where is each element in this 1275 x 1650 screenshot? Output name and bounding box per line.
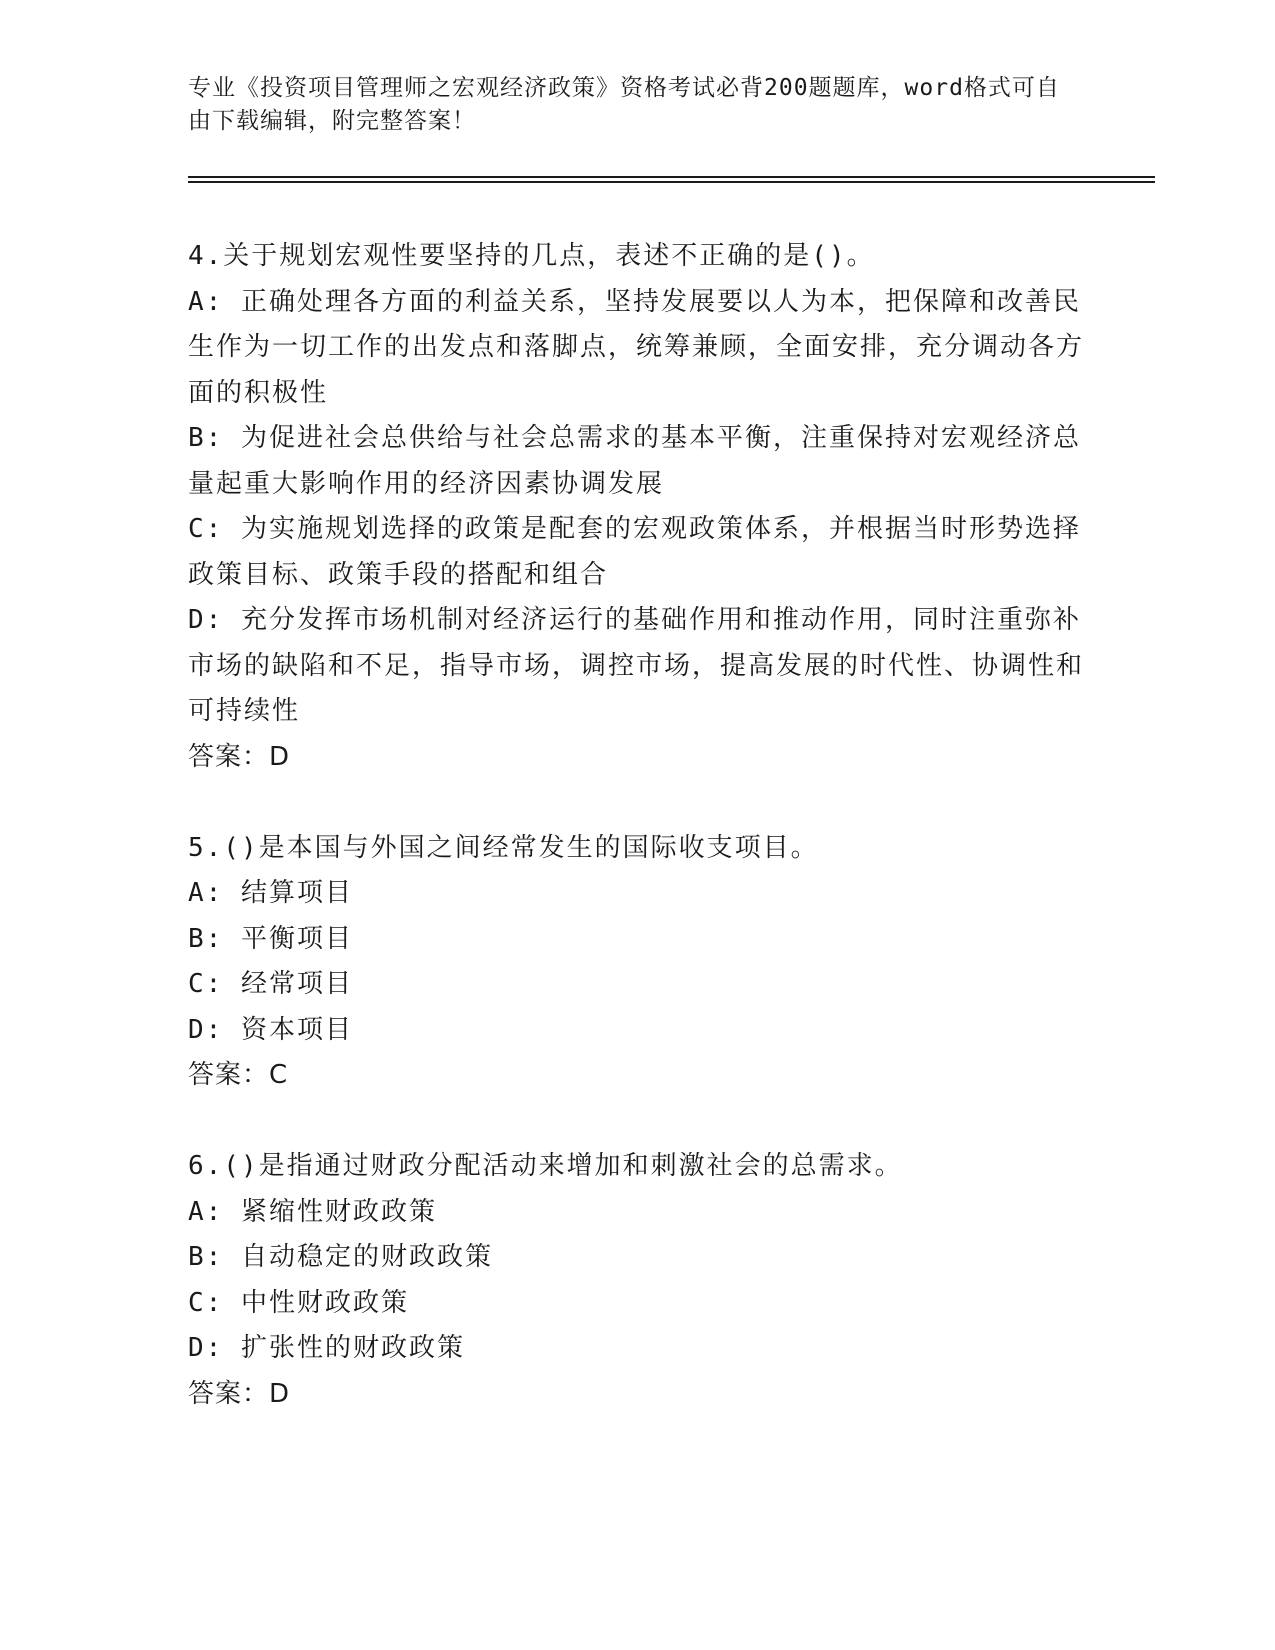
option-d: D: 扩张性的财政政策 <box>188 1333 465 1363</box>
question-stem: 4.关于规划宏观性要坚持的几点，表述不正确的是()。 <box>188 241 875 271</box>
option-b: B: 为促进社会总供给与社会总需求的基本平衡，注重保持对宏观经济总量起重大影响作用的经济因素协调发展 <box>188 423 1081 499</box>
option-b: B: 自动稳定的财政政策 <box>188 1242 493 1272</box>
answer: 答案：D <box>188 1378 291 1409</box>
answer: 答案：D <box>188 741 291 772</box>
header-rule-bottom <box>188 181 1155 183</box>
option-d: D: 资本项目 <box>188 1014 353 1045</box>
question-stem: 5.()是本国与外国之间经常发生的国际收支项目。 <box>188 832 819 863</box>
option-a: A: 正确处理各方面的利益关系，坚持发展要以人为本，把保障和改善民生作为一切工作的出发点和落脚点，统筹兼顾，全面安排，充分调动各方面的积极性 <box>188 286 1085 408</box>
option-b: B: 平衡项目 <box>188 923 353 954</box>
header-rule-top <box>188 176 1155 178</box>
answer: 答案：C <box>188 1060 289 1090</box>
option-a: A: 紧缩性财政政策 <box>188 1196 437 1227</box>
option-c: C: 经常项目 <box>188 969 353 999</box>
question-6 <box>188 1144 1088 1417</box>
option-a: A: 结算项目 <box>188 878 353 908</box>
question-5 <box>188 826 1088 1099</box>
question-list <box>188 234 1088 1463</box>
option-d: D: 充分发挥市场机制对经济运行的基础作用和推动作用，同时注重弥补市场的缺陷和不足，指导市场，调控市场，提高发展的时代性、协调性和可持续性 <box>188 605 1085 726</box>
option-c: C: 为实施规划选择的政策是配套的宏观政策体系，并根据当时形势选择政策目标、政策手段的搭配和组合 <box>188 514 1081 590</box>
question-stem: 6.()是指通过财政分配活动来增加和刺激社会的总需求。 <box>188 1151 903 1181</box>
option-c: C: 中性财政政策 <box>188 1287 409 1318</box>
document-header: 专业《投资项目管理师之宏观经济政策》资格考试必背200题题库，word格式可自由下载编辑，附完整答案！ <box>188 75 1060 134</box>
question-4 <box>188 234 1088 780</box>
